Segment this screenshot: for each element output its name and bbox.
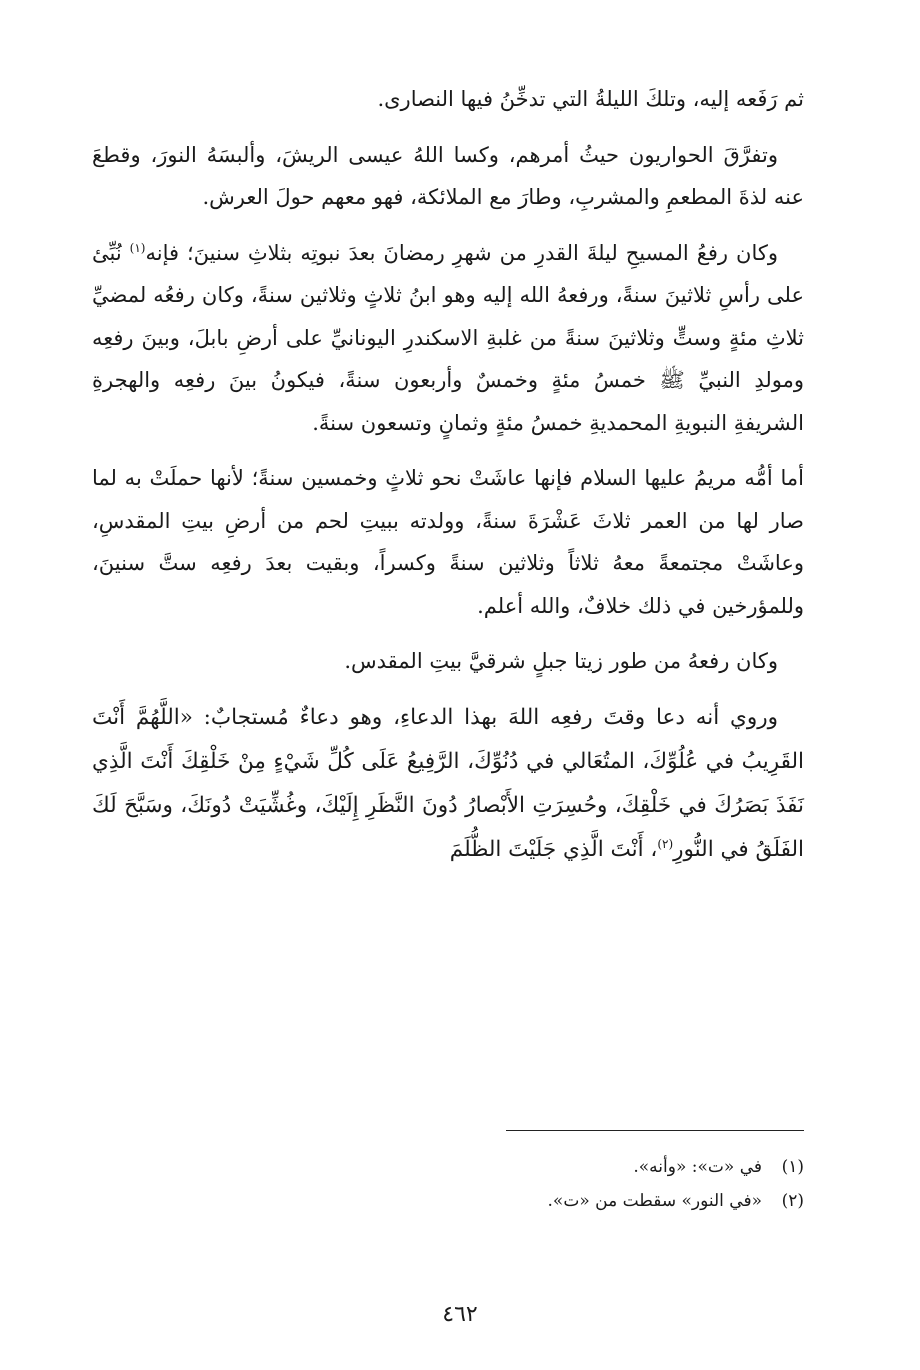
footnote-ref-1: (١)	[129, 240, 146, 255]
footnote-ref-2: (٢)	[657, 836, 674, 851]
page-body	[92, 78, 804, 872]
footnote-divider	[506, 1130, 804, 1131]
paragraph-2: وتفرَّقَ الحواريون حيثُ أمرهم، وكسا اللهُ عيسى الريشَ، وألبسَهُ النورَ، وقطعَ عنه لذةَ المطعمِ والمشربِ، وطارَ مع الملائكة، فهو معهم حولَ العرش.	[92, 142, 804, 209]
footnote-text: في «ت»: «وأنه».	[633, 1157, 762, 1177]
footnote-number: (١)	[781, 1157, 804, 1177]
paragraph-5: وكان رفعهُ من طور زيتا جبلٍ شرقيَّ بيتِ المقدس.	[344, 649, 778, 673]
paragraph-3-part-2: نُبِّئ على رأسِ ثلاثينَ سنةً، ورفعهُ الله إليه وهو ابنُ ثلاثٍ وثلاثين سنةً، وكان رفعُه لمضيِّ ثلاثِ مئةٍ وستٍّ وثلاثينَ سنةً من غلبةِ الاسكندرِ اليونانيِّ على أرضِ بابلَ، وبينَ رفعِه ومولدِ النبيِّ ﷺ خمسُ مئةٍ وخمسٌ وأربعون سنةً، فيكونُ بينَ رفعِه والهجرةِ الشريفةِ النبويةِ المحمديةِ خمسُ مئةٍ وثمانٍ وتسعون سنةً.	[92, 240, 804, 435]
footnote-number: (٢)	[781, 1191, 804, 1211]
footnotes	[92, 1150, 804, 1218]
paragraph-4: أما أمُّه مريمُ عليها السلام فإنها عاشَتْ نحو ثلاثٍ وخمسين سنةً؛ لأنها حملَتْ به لما صار لها من العمر ثلاثَ عَشْرَةَ سنةً، وولدته ببيتِ لحم من أرضِ بيتِ المقدسِ، وعاشَتْ مجتمعةً معهُ ثلاثاً وثلاثين سنةً وكسراً، وبقيت بعدَ رفعِه ستَّ سنينَ، وللمؤرخين في ذلك خلافٌ، والله أعلم.	[92, 466, 804, 618]
footnote-1	[92, 1150, 804, 1184]
paragraph-6-part-2: ، أَنْتَ الَّذِي جَلَيْتَ الظُّلَمَ	[449, 836, 658, 862]
paragraph-3	[92, 232, 804, 445]
paragraph-3-part-1: وكان رفعُ المسيحِ ليلةَ القدرِ من شهرِ رمضانَ بعدَ نبوتِه بثلاثِ سنينَ؛ فإنه	[145, 240, 778, 265]
footnote-2	[92, 1184, 804, 1218]
page-number: ٤٦٢	[442, 1302, 478, 1327]
paragraph-6-part-1: وروي أنه دعا وقتَ رفعِه اللهَ بهذا الدعاءِ، وهو دعاءٌ مُستجابٌ: «اللَّهُمَّ أَنْتَ القَرِيبُ في عُلُوِّكَ، المتُعَالي في دُنُوِّكَ، الرَّفِيعُ عَلَى كُلِّ شَيْءٍ مِنْ خَلْقِكَ أَنْتَ الَّذِي نَفَذَ بَصَرُكَ في خَلْقِكَ، وحُسِرَتِ الأَبْصارُ دُونَ النَّظَرِ إِلَيْكَ، وغُشِّيَتْ دُونَكَ، وسَبَّحَ لَكَ الفَلَقُ في النُّورِ	[92, 704, 804, 862]
footnote-text: «في النور» سقطت من «ت».	[547, 1191, 762, 1211]
paragraph-1: ثم رَفَعه إليه، وتلكَ الليلةُ التي تدخِّنُ فيها النصارى.	[377, 87, 804, 111]
paragraph-6	[92, 696, 804, 872]
